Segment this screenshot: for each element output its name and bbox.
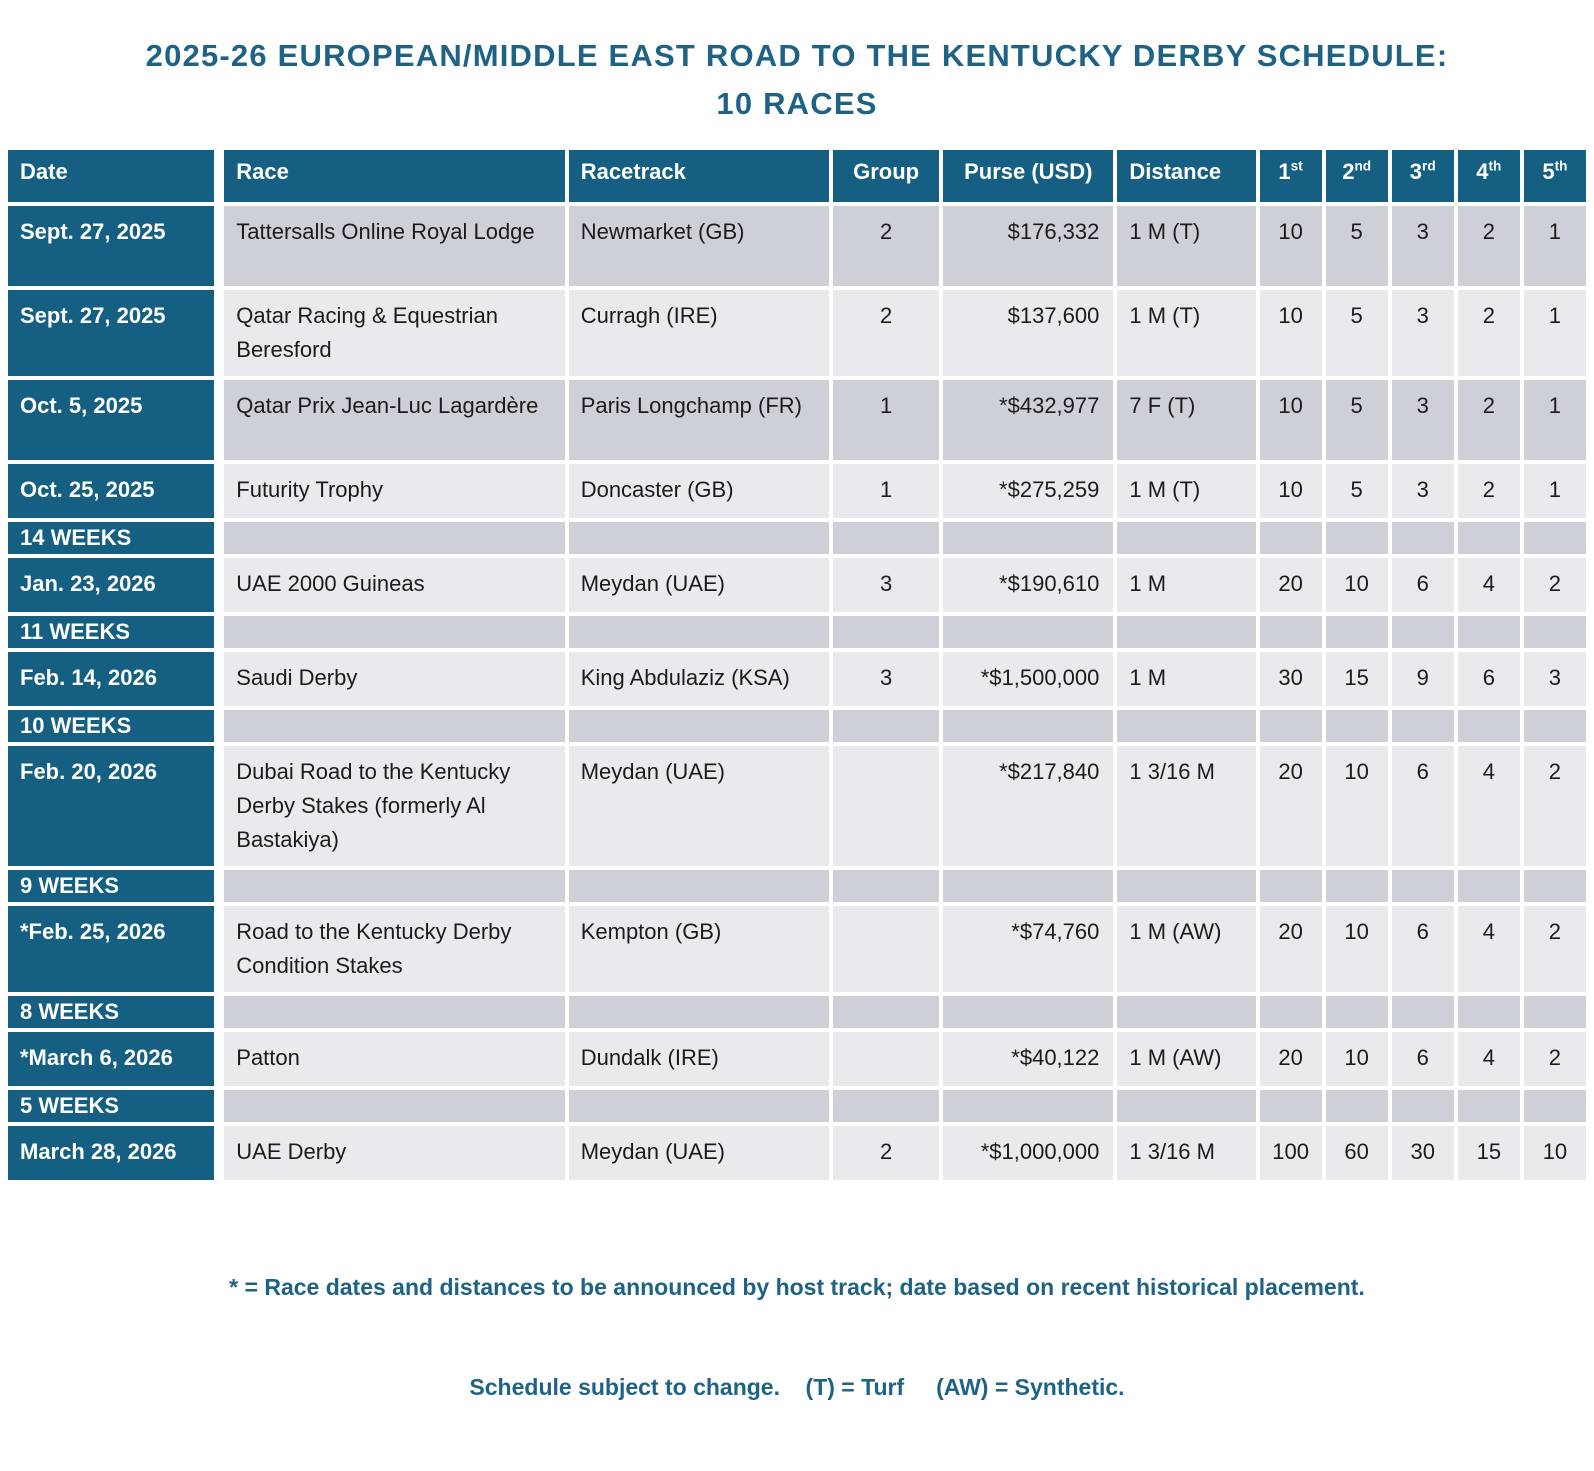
points-2nd-cell: 10 <box>1326 1032 1388 1086</box>
spacer-cell <box>569 522 829 554</box>
spacer-cell <box>1458 1090 1520 1122</box>
points-5th-cell: 2 <box>1524 906 1586 992</box>
date-cell: Feb. 20, 2026 <box>8 746 220 866</box>
spacer-cell <box>1117 996 1255 1028</box>
spacer-cell <box>1524 710 1586 742</box>
spacer-cell <box>1524 996 1586 1028</box>
title-line-1: 2025-26 EUROPEAN/MIDDLE EAST ROAD TO THE KENTUCKY DERBY SCHEDULE: <box>145 38 1449 73</box>
spacer-cell <box>1326 616 1388 648</box>
date-cell: Oct. 5, 2025 <box>8 380 220 460</box>
purse-cell: *$1,500,000 <box>943 652 1113 706</box>
spacer-cell <box>1392 870 1454 902</box>
table-row <box>8 558 1586 612</box>
ordinal-suffix: rd <box>1422 158 1436 174</box>
spacer-cell <box>224 522 564 554</box>
table-row <box>8 1032 1586 1086</box>
page <box>0 32 1594 1471</box>
spacer-cell <box>569 710 829 742</box>
spacer-cell <box>569 870 829 902</box>
spacer-cell <box>224 1090 564 1122</box>
spacer-cell <box>569 996 829 1028</box>
racetrack-cell: Kempton (GB) <box>569 906 829 992</box>
group-cell: 3 <box>833 558 939 612</box>
spacer-cell <box>833 1090 939 1122</box>
distance-cell: 1 3/16 M <box>1117 1126 1255 1180</box>
spacer-cell <box>1260 522 1322 554</box>
ordinal-number: 4 <box>1476 159 1489 185</box>
spacer-cell <box>1326 870 1388 902</box>
spacer-cell <box>833 710 939 742</box>
racetrack-cell: Dundalk (IRE) <box>569 1032 829 1086</box>
ordinal-suffix: th <box>1488 158 1502 174</box>
race-name-cell: Patton <box>224 1032 564 1086</box>
group-cell: 2 <box>833 1126 939 1180</box>
spacer-cell <box>833 870 939 902</box>
points-3rd-cell: 6 <box>1392 906 1454 992</box>
points-3rd-cell: 9 <box>1392 652 1454 706</box>
week-gap-row <box>8 710 1586 742</box>
race-name-cell: UAE 2000 Guineas <box>224 558 564 612</box>
ordinal-suffix: th <box>1554 158 1568 174</box>
race-name-cell: Dubai Road to the Kentucky Derby Stakes (formerly Al Bastakiya) <box>224 746 564 866</box>
purse-cell: *$275,259 <box>943 464 1113 518</box>
weeks-label-cell: 10 WEEKS <box>8 710 220 742</box>
points-3rd-cell: 6 <box>1392 746 1454 866</box>
col-header-purse: Purse (USD) <box>943 150 1113 202</box>
spacer-cell <box>1117 710 1255 742</box>
col-header-4th <box>1458 150 1520 202</box>
weeks-label-cell: 14 WEEKS <box>8 522 220 554</box>
race-name-cell: Qatar Prix Jean-Luc Lagardère <box>224 380 564 460</box>
ordinal-number: 2 <box>1342 159 1355 185</box>
group-cell <box>833 746 939 866</box>
spacer-cell <box>1458 616 1520 648</box>
col-header-racetrack: Racetrack <box>569 150 829 202</box>
date-cell: Sept. 27, 2025 <box>8 290 220 376</box>
distance-cell: 1 M (AW) <box>1117 1032 1255 1086</box>
footnote <box>0 1204 1594 1471</box>
points-1st-cell: 10 <box>1260 464 1322 518</box>
spacer-cell <box>943 1090 1113 1122</box>
points-1st-cell: 20 <box>1260 558 1322 612</box>
points-2nd-cell: 10 <box>1326 558 1388 612</box>
col-header-distance: Distance <box>1117 150 1255 202</box>
points-1st-cell: 100 <box>1260 1126 1322 1180</box>
spacer-cell <box>1524 522 1586 554</box>
footnote-line-1: * = Race dates and distances to be announced by host track; date based on recent historical placement. <box>229 1273 1365 1300</box>
header-row <box>8 150 1586 202</box>
points-2nd-cell: 15 <box>1326 652 1388 706</box>
purse-cell: *$40,122 <box>943 1032 1113 1086</box>
race-name-cell: Futurity Trophy <box>224 464 564 518</box>
distance-cell: 1 M (T) <box>1117 464 1255 518</box>
points-2nd-cell: 5 <box>1326 464 1388 518</box>
group-cell <box>833 906 939 992</box>
spacer-cell <box>1524 870 1586 902</box>
points-5th-cell: 10 <box>1524 1126 1586 1180</box>
points-4th-cell: 6 <box>1458 652 1520 706</box>
purse-cell: *$432,977 <box>943 380 1113 460</box>
points-3rd-cell: 6 <box>1392 558 1454 612</box>
week-gap-row <box>8 870 1586 902</box>
points-4th-cell: 2 <box>1458 464 1520 518</box>
week-gap-row <box>8 522 1586 554</box>
table-row <box>8 380 1586 460</box>
spacer-cell <box>1392 616 1454 648</box>
group-cell: 2 <box>833 206 939 286</box>
points-4th-cell: 15 <box>1458 1126 1520 1180</box>
purse-cell: $176,332 <box>943 206 1113 286</box>
points-1st-cell: 10 <box>1260 380 1322 460</box>
points-2nd-cell: 60 <box>1326 1126 1388 1180</box>
spacer-cell <box>1458 710 1520 742</box>
spacer-cell <box>833 996 939 1028</box>
distance-cell: 1 M <box>1117 558 1255 612</box>
spacer-cell <box>1117 616 1255 648</box>
spacer-cell <box>1524 1090 1586 1122</box>
spacer-cell <box>1117 1090 1255 1122</box>
race-name-cell: Saudi Derby <box>224 652 564 706</box>
points-4th-cell: 4 <box>1458 906 1520 992</box>
table-row <box>8 652 1586 706</box>
group-cell: 1 <box>833 380 939 460</box>
points-2nd-cell: 10 <box>1326 746 1388 866</box>
points-1st-cell: 10 <box>1260 290 1322 376</box>
title-line-2: 10 RACES <box>716 86 878 122</box>
spacer-cell <box>1260 996 1322 1028</box>
week-gap-row <box>8 616 1586 648</box>
spacer-cell <box>569 616 829 648</box>
points-4th-cell: 4 <box>1458 558 1520 612</box>
spacer-cell <box>224 616 564 648</box>
week-gap-row <box>8 1090 1586 1122</box>
date-cell: *March 6, 2026 <box>8 1032 220 1086</box>
col-header-group: Group <box>833 150 939 202</box>
col-header-2nd <box>1326 150 1388 202</box>
spacer-cell <box>1117 522 1255 554</box>
col-header-1st <box>1260 150 1322 202</box>
ordinal-suffix: nd <box>1354 158 1372 174</box>
points-2nd-cell: 10 <box>1326 906 1388 992</box>
date-cell: Jan. 23, 2026 <box>8 558 220 612</box>
table-row <box>8 464 1586 518</box>
table-row <box>8 290 1586 376</box>
racetrack-cell: Paris Longchamp (FR) <box>569 380 829 460</box>
racetrack-cell: Meydan (UAE) <box>569 1126 829 1180</box>
points-4th-cell: 4 <box>1458 1032 1520 1086</box>
group-cell: 2 <box>833 290 939 376</box>
race-name-cell: UAE Derby <box>224 1126 564 1180</box>
spacer-cell <box>1117 870 1255 902</box>
spacer-cell <box>1326 996 1388 1028</box>
schedule-table <box>4 146 1590 1184</box>
distance-cell: 1 M (T) <box>1117 290 1255 376</box>
col-header-date: Date <box>8 150 220 202</box>
points-5th-cell: 3 <box>1524 652 1586 706</box>
points-3rd-cell: 6 <box>1392 1032 1454 1086</box>
ordinal-number: 3 <box>1409 159 1423 185</box>
spacer-cell <box>943 522 1113 554</box>
spacer-cell <box>1326 710 1388 742</box>
date-cell: Sept. 27, 2025 <box>8 206 220 286</box>
purse-cell: *$74,760 <box>943 906 1113 992</box>
spacer-cell <box>943 996 1113 1028</box>
distance-cell: 1 3/16 M <box>1117 746 1255 866</box>
points-5th-cell: 2 <box>1524 1032 1586 1086</box>
points-5th-cell: 2 <box>1524 746 1586 866</box>
ordinal-number: 1 <box>1278 159 1291 185</box>
table-row <box>8 1126 1586 1180</box>
week-gap-row <box>8 996 1586 1028</box>
distance-cell: 1 M <box>1117 652 1255 706</box>
spacer-cell <box>569 1090 829 1122</box>
col-header-race: Race <box>224 150 564 202</box>
spacer-cell <box>1260 870 1322 902</box>
points-5th-cell: 1 <box>1524 380 1586 460</box>
racetrack-cell: Curragh (IRE) <box>569 290 829 376</box>
spacer-cell <box>1260 1090 1322 1122</box>
distance-cell: 1 M (AW) <box>1117 906 1255 992</box>
points-1st-cell: 20 <box>1260 906 1322 992</box>
racetrack-cell: Meydan (UAE) <box>569 746 829 866</box>
spacer-cell <box>943 616 1113 648</box>
weeks-label-cell: 8 WEEKS <box>8 996 220 1028</box>
spacer-cell <box>224 996 564 1028</box>
weeks-label-cell: 11 WEEKS <box>8 616 220 648</box>
points-4th-cell: 2 <box>1458 290 1520 376</box>
weeks-label-cell: 9 WEEKS <box>8 870 220 902</box>
racetrack-cell: King Abdulaziz (KSA) <box>569 652 829 706</box>
weeks-label-cell: 5 WEEKS <box>8 1090 220 1122</box>
page-title <box>0 32 1594 128</box>
spacer-cell <box>1392 710 1454 742</box>
spacer-cell <box>224 870 564 902</box>
points-1st-cell: 30 <box>1260 652 1322 706</box>
points-2nd-cell: 5 <box>1326 290 1388 376</box>
spacer-cell <box>1392 1090 1454 1122</box>
spacer-cell <box>1524 616 1586 648</box>
spacer-cell <box>1458 870 1520 902</box>
racetrack-cell: Doncaster (GB) <box>569 464 829 518</box>
points-2nd-cell: 5 <box>1326 380 1388 460</box>
purse-cell: *$1,000,000 <box>943 1126 1113 1180</box>
spacer-cell <box>224 710 564 742</box>
points-1st-cell: 10 <box>1260 206 1322 286</box>
points-3rd-cell: 30 <box>1392 1126 1454 1180</box>
points-5th-cell: 1 <box>1524 290 1586 376</box>
spacer-cell <box>833 522 939 554</box>
date-cell: March 28, 2026 <box>8 1126 220 1180</box>
spacer-cell <box>1326 1090 1388 1122</box>
spacer-cell <box>1260 710 1322 742</box>
table-row <box>8 206 1586 286</box>
spacer-cell <box>1392 522 1454 554</box>
points-1st-cell: 20 <box>1260 746 1322 866</box>
race-name-cell: Qatar Racing & Equestrian Beresford <box>224 290 564 376</box>
table-row <box>8 746 1586 866</box>
spacer-cell <box>943 710 1113 742</box>
points-3rd-cell: 3 <box>1392 206 1454 286</box>
distance-cell: 7 F (T) <box>1117 380 1255 460</box>
points-3rd-cell: 3 <box>1392 380 1454 460</box>
spacer-cell <box>833 616 939 648</box>
spacer-cell <box>1260 616 1322 648</box>
spacer-cell <box>1326 522 1388 554</box>
spacer-cell <box>1458 522 1520 554</box>
group-cell <box>833 1032 939 1086</box>
points-5th-cell: 2 <box>1524 558 1586 612</box>
date-cell: Feb. 14, 2026 <box>8 652 220 706</box>
date-cell: *Feb. 25, 2026 <box>8 906 220 992</box>
points-4th-cell: 2 <box>1458 380 1520 460</box>
points-4th-cell: 4 <box>1458 746 1520 866</box>
ordinal-number: 5 <box>1542 159 1555 185</box>
purse-cell: *$190,610 <box>943 558 1113 612</box>
points-3rd-cell: 3 <box>1392 290 1454 376</box>
ordinal-suffix: st <box>1290 158 1303 174</box>
table-row <box>8 906 1586 992</box>
points-3rd-cell: 3 <box>1392 464 1454 518</box>
racetrack-cell: Meydan (UAE) <box>569 558 829 612</box>
racetrack-cell: Newmarket (GB) <box>569 206 829 286</box>
col-header-3rd <box>1392 150 1454 202</box>
race-name-cell: Tattersalls Online Royal Lodge <box>224 206 564 286</box>
date-cell: Oct. 25, 2025 <box>8 464 220 518</box>
spacer-cell <box>1458 996 1520 1028</box>
distance-cell: 1 M (T) <box>1117 206 1255 286</box>
points-2nd-cell: 5 <box>1326 206 1388 286</box>
group-cell: 1 <box>833 464 939 518</box>
spacer-cell <box>1392 996 1454 1028</box>
points-4th-cell: 2 <box>1458 206 1520 286</box>
group-cell: 3 <box>833 652 939 706</box>
points-5th-cell: 1 <box>1524 464 1586 518</box>
race-name-cell: Road to the Kentucky Derby Condition Stakes <box>224 906 564 992</box>
footnote-line-2: Schedule subject to change. (T) = Turf (AW) = Synthetic. <box>469 1373 1125 1400</box>
spacer-cell <box>943 870 1113 902</box>
col-header-5th <box>1524 150 1586 202</box>
purse-cell: $137,600 <box>943 290 1113 376</box>
purse-cell: *$217,840 <box>943 746 1113 866</box>
points-1st-cell: 20 <box>1260 1032 1322 1086</box>
points-5th-cell: 1 <box>1524 206 1586 286</box>
